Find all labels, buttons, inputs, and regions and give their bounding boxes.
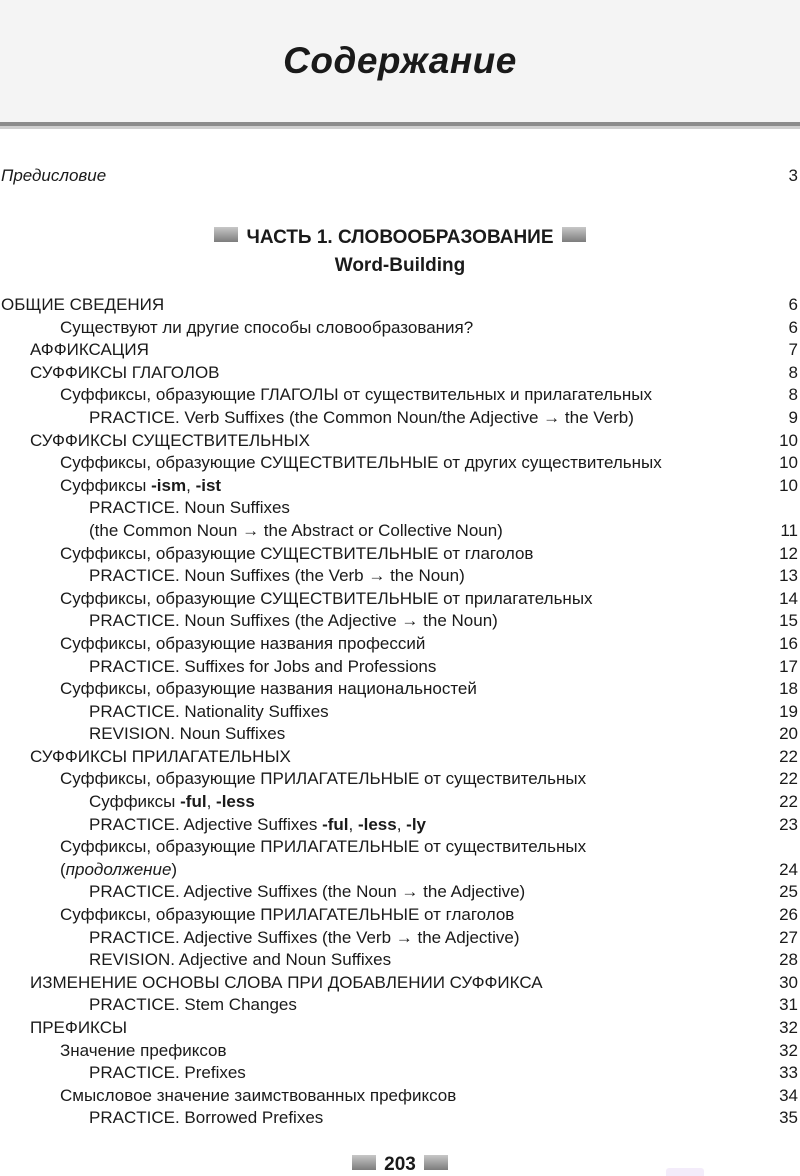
toc-page-number: 10 bbox=[779, 453, 798, 473]
toc-entry[interactable] bbox=[0, 407, 800, 430]
toc-entry-title: СУФФИКСЫ ПРИЛАГАТЕЛЬНЫХ bbox=[30, 746, 291, 766]
toc-entry-title: (the Common Noun → the Abstract or Collective Noun) bbox=[89, 520, 503, 540]
toc-page-number: 7 bbox=[788, 340, 798, 360]
toc-entry-title: Суффиксы, образующие СУЩЕСТВИТЕЛЬНЫЕ от других существительных bbox=[60, 453, 662, 473]
toc-entry-text-part: -ly bbox=[406, 814, 426, 834]
toc-entry-title: Суффиксы, образующие СУЩЕСТВИТЕЛЬНЫЕ от прилагательных bbox=[60, 588, 593, 608]
toc-entry-title: Суффиксы, образующие названия профессий bbox=[60, 633, 426, 653]
part-heading-text: ЧАСТЬ 1. СЛОВООБРАЗОВАНИЕ bbox=[246, 227, 554, 248]
toc-page-number: 16 bbox=[779, 633, 798, 653]
toc-entry-text-part: , bbox=[396, 814, 407, 834]
part-heading bbox=[0, 227, 800, 249]
toc-entry[interactable] bbox=[0, 1085, 800, 1108]
toc-entry[interactable] bbox=[0, 1017, 800, 1040]
toc-entry[interactable] bbox=[0, 949, 800, 972]
toc-entry[interactable] bbox=[0, 791, 800, 814]
toc-entry[interactable] bbox=[0, 565, 800, 588]
toc-page-number: 3 bbox=[788, 166, 798, 185]
toc-entry[interactable] bbox=[0, 1107, 800, 1130]
toc-page-number: 12 bbox=[779, 543, 798, 563]
toc-entry[interactable] bbox=[0, 994, 800, 1017]
toc-entry[interactable] bbox=[0, 339, 800, 362]
toc-page-number: 35 bbox=[779, 1108, 798, 1128]
toc-entry-text-part: , bbox=[348, 814, 358, 834]
toc-entry[interactable] bbox=[0, 656, 800, 679]
toc-entry[interactable] bbox=[0, 317, 800, 340]
toc-page-number: 22 bbox=[779, 792, 798, 812]
toc-entry-title: Суффиксы, образующие ПРИЛАГАТЕЛЬНЫЕ от существительных bbox=[60, 769, 587, 789]
toc-entry[interactable] bbox=[0, 497, 800, 520]
toc-entry-title: СУФФИКСЫ СУЩЕСТВИТЕЛЬНЫХ bbox=[30, 430, 310, 450]
toc-entry-text-part: -ful bbox=[180, 792, 207, 812]
toc-entry-text-part: Суффиксы bbox=[89, 792, 181, 812]
toc-page-number: 11 bbox=[780, 520, 798, 540]
toc-entry[interactable] bbox=[0, 904, 800, 927]
toc-entry[interactable] bbox=[0, 678, 800, 701]
toc-page-number: 8 bbox=[788, 362, 798, 382]
square-bullet-icon bbox=[352, 1155, 376, 1170]
toc-entry[interactable] bbox=[0, 927, 800, 950]
toc-entry-title: Существуют ли другие способы словообразования? bbox=[60, 317, 474, 337]
toc-entry[interactable] bbox=[0, 294, 800, 317]
toc-entry-title: PRACTICE. Nationality Suffixes bbox=[89, 701, 329, 721]
toc-page-number: 19 bbox=[779, 701, 798, 721]
toc-entry-title: PRACTICE. Verb Suffixes (the Common Noun/the Adjective → the Verb) bbox=[89, 407, 634, 427]
toc-page-number: 15 bbox=[779, 611, 798, 631]
toc-entry[interactable] bbox=[0, 814, 800, 837]
page-title: Содержание bbox=[283, 40, 517, 81]
toc-page-number: 33 bbox=[779, 1063, 798, 1083]
toc-entry-text-part: продолжение bbox=[65, 859, 172, 879]
toc-entry[interactable] bbox=[0, 475, 800, 498]
toc-page-number: 9 bbox=[788, 407, 798, 427]
toc-entry[interactable] bbox=[0, 520, 800, 543]
toc-entry-title: PRACTICE. Noun Suffixes (the Adjective → the Noun) bbox=[89, 611, 498, 631]
header-rule-shadow bbox=[0, 126, 800, 129]
toc-entry-title: PRACTICE. Noun Suffixes bbox=[89, 498, 290, 518]
toc-page-number: 27 bbox=[779, 927, 798, 947]
toc-entry-title bbox=[89, 791, 255, 814]
toc-page-number: 22 bbox=[779, 769, 798, 789]
toc-page-number: 13 bbox=[779, 566, 798, 586]
toc-entry-title: Суффиксы, образующие ГЛАГОЛЫ от существительных и прилагательных bbox=[60, 385, 653, 405]
toc-entry[interactable] bbox=[0, 452, 800, 475]
toc-entry-title: Значение префиксов bbox=[60, 1040, 227, 1060]
toc-entry-title bbox=[89, 814, 426, 837]
toc-entry-title: REVISION. Adjective and Noun Suffixes bbox=[89, 950, 392, 970]
toc-entry[interactable] bbox=[0, 1040, 800, 1063]
toc-page-number: 18 bbox=[779, 679, 798, 699]
toc-entry-title: Суффиксы, образующие названия национальностей bbox=[60, 679, 477, 699]
toc-entry-text-part: PRACTICE. Adjective Suffixes bbox=[89, 814, 323, 834]
toc-entry[interactable] bbox=[0, 746, 800, 769]
toc-page-number: 10 bbox=[779, 475, 798, 495]
toc-page-number: 26 bbox=[779, 905, 798, 925]
toc-entry[interactable] bbox=[0, 384, 800, 407]
toc-entry-title: СУФФИКСЫ ГЛАГОЛОВ bbox=[30, 362, 220, 382]
toc-entry[interactable] bbox=[0, 633, 800, 656]
toc-entry-text-part: -ist bbox=[195, 475, 222, 495]
toc-entry[interactable] bbox=[0, 588, 800, 611]
toc-entry-title: REVISION. Noun Suffixes bbox=[89, 724, 286, 744]
toc-page-number: 28 bbox=[779, 950, 798, 970]
toc-page-number: 14 bbox=[779, 588, 798, 608]
toc-entry-text-part: -ism bbox=[151, 475, 187, 495]
toc-entry-title: ИЗМЕНЕНИЕ ОСНОВЫ СЛОВА ПРИ ДОБАВЛЕНИИ СУФФИКСА bbox=[30, 972, 543, 992]
toc-entry-title: Суффиксы, образующие ПРИЛАГАТЕЛЬНЫЕ от существительных bbox=[60, 837, 587, 857]
toc-entry-title: Смысловое значение заимствованных префиксов bbox=[60, 1085, 457, 1105]
toc-page-number: 32 bbox=[779, 1040, 798, 1060]
toc-entry-title: PRACTICE. Prefixes bbox=[89, 1063, 246, 1083]
toc-entry-title: PRACTICE. Noun Suffixes (the Verb → the Noun) bbox=[89, 566, 465, 586]
toc-entry-title: ОБЩИЕ СВЕДЕНИЯ bbox=[1, 295, 165, 314]
toc-entry-title bbox=[60, 475, 221, 498]
toc-entry-text-part: Суффиксы bbox=[60, 475, 152, 495]
toc-entry[interactable] bbox=[0, 543, 800, 566]
toc-entry-text-part: , bbox=[186, 475, 196, 495]
toc-entry[interactable] bbox=[0, 1062, 800, 1085]
toc-entry-title: АФФИКСАЦИЯ bbox=[30, 340, 149, 360]
toc-entry-text-part: -less bbox=[357, 814, 397, 834]
toc-entry[interactable] bbox=[0, 723, 800, 746]
table-of-contents bbox=[0, 294, 800, 1130]
toc-entry[interactable] bbox=[0, 859, 800, 882]
toc-entry[interactable] bbox=[0, 701, 800, 724]
toc-entry[interactable] bbox=[0, 972, 800, 995]
toc-entry-text-part: , bbox=[206, 792, 217, 812]
toc-page-number: 30 bbox=[779, 972, 798, 992]
toc-entry[interactable] bbox=[0, 836, 800, 859]
toc-entry-title: ПРЕФИКСЫ bbox=[30, 1018, 128, 1037]
toc-page-number: 6 bbox=[788, 295, 798, 314]
toc-entry-title: Суффиксы, образующие СУЩЕСТВИТЕЛЬНЫЕ от глаголов bbox=[60, 543, 534, 563]
toc-entry-text-part: ) bbox=[171, 859, 178, 879]
toc-entry-text-part: -less bbox=[216, 792, 255, 812]
toc-page-number: 32 bbox=[779, 1018, 798, 1037]
toc-page-number: 6 bbox=[788, 317, 798, 337]
toc-page-number: 31 bbox=[779, 995, 798, 1015]
toc-page-number: 22 bbox=[779, 746, 798, 766]
page-number: 203 bbox=[384, 1154, 416, 1175]
corner-mark bbox=[666, 1168, 704, 1176]
toc-entry-title: PRACTICE. Adjective Suffixes (the Verb → the Adjective) bbox=[89, 927, 520, 947]
toc-entry[interactable] bbox=[0, 768, 800, 791]
toc-entry-title: PRACTICE. Borrowed Prefixes bbox=[89, 1108, 324, 1128]
toc-entry-text-part: ( bbox=[60, 859, 66, 879]
toc-entry-title: Суффиксы, образующие ПРИЛАГАТЕЛЬНЫЕ от глаголов bbox=[60, 905, 515, 925]
toc-page-number: 34 bbox=[779, 1085, 798, 1105]
toc-page-number: 25 bbox=[779, 882, 798, 902]
toc-entry[interactable] bbox=[0, 610, 800, 633]
toc-page-number: 24 bbox=[779, 859, 798, 879]
toc-entry-title: PRACTICE. Stem Changes bbox=[89, 995, 297, 1015]
toc-entry-title: PRACTICE. Suffixes for Jobs and Professions bbox=[89, 656, 437, 676]
toc-page-number: 23 bbox=[779, 814, 798, 834]
toc-entry-title bbox=[60, 859, 177, 882]
toc-entry[interactable] bbox=[0, 362, 800, 385]
toc-entry[interactable] bbox=[0, 881, 800, 904]
square-bullet-icon bbox=[214, 227, 238, 242]
toc-entry-title: Предисловие bbox=[1, 166, 107, 185]
toc-page-number: 10 bbox=[779, 430, 798, 450]
toc-page-number: 8 bbox=[788, 385, 798, 405]
toc-entry-text-part: -ful bbox=[322, 814, 349, 834]
toc-entry[interactable] bbox=[0, 430, 800, 453]
part-subtitle: Word-Building bbox=[334, 255, 466, 276]
square-bullet-icon bbox=[562, 227, 586, 242]
square-bullet-icon bbox=[424, 1155, 448, 1170]
toc-page-number: 17 bbox=[779, 656, 798, 676]
toc-page-number: 20 bbox=[779, 724, 798, 744]
toc-entry-title: PRACTICE. Adjective Suffixes (the Noun → the Adjective) bbox=[89, 882, 526, 902]
toc-entry-preface[interactable] bbox=[0, 166, 800, 188]
